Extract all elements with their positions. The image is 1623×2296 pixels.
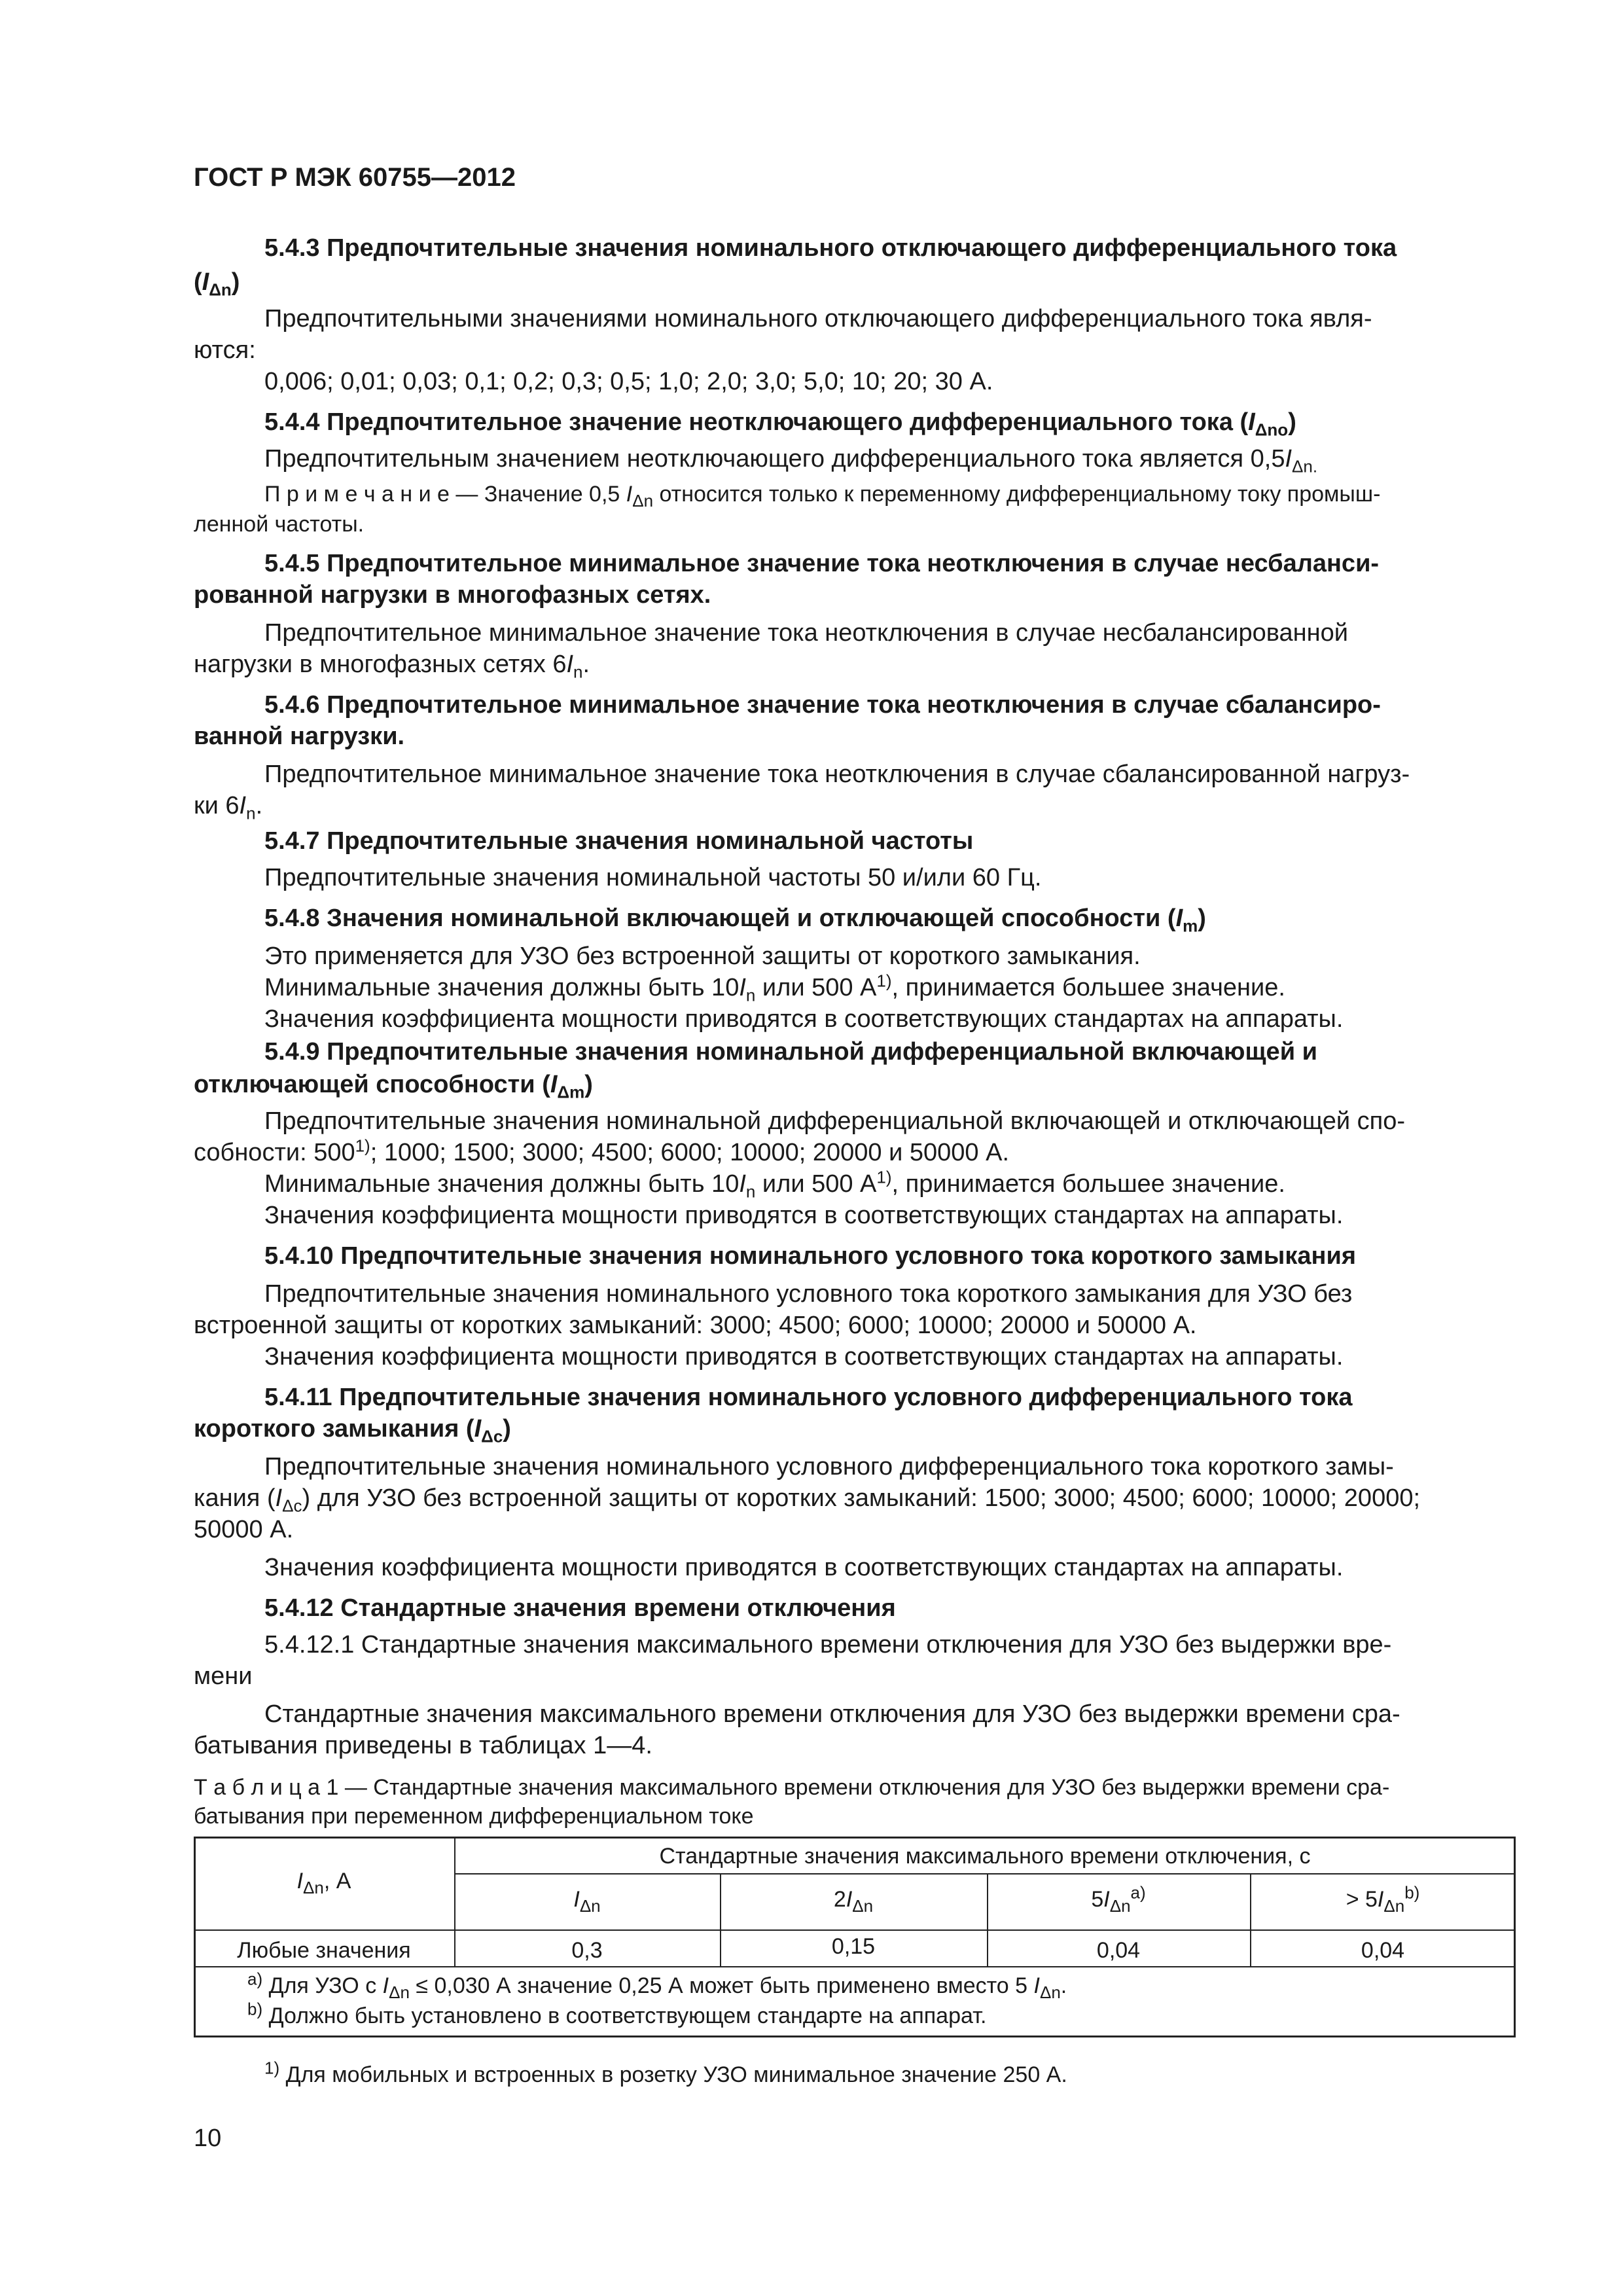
page-number: 10 [194, 2125, 222, 2152]
para-5-4-5-b [194, 649, 590, 682]
heading-5-4-12: 5.4.12 Стандартные значения времени отключения [264, 1594, 896, 1622]
subscript: Δn [1383, 1895, 1405, 1916]
subscript: Δn [852, 1895, 874, 1916]
subscript: Δn [632, 490, 654, 511]
table1-caption: Т а б л и ц а 1 — Стандартные значения максимального времени отключения для УЗО без выдержки времени сра- [194, 1775, 1390, 1800]
text: кания ( [194, 1484, 276, 1512]
symbol: I [846, 1887, 853, 1912]
heading-5-4-7: 5.4.7 Предпочтительные значения номинальной частоты [264, 827, 974, 855]
text: ≤ 0,030 А значение 0,25 А может быть применено вместо 5 [409, 1973, 1034, 1998]
footnote-text: Для мобильных и встроенных в розетку УЗО минимальное значение 250 А. [279, 2062, 1067, 2087]
text: > 5 [1346, 1887, 1378, 1912]
symbol: I [573, 1887, 580, 1912]
heading-5-4-3-cont [194, 267, 240, 300]
table-border-bottom [194, 2036, 1516, 2037]
subscript: Δn [209, 279, 232, 300]
para-5-4-12-b: батывания приведены в таблицах 1—4. [194, 1732, 652, 1759]
table-note-b [247, 1999, 987, 2029]
paren: ) [1198, 905, 1206, 932]
para-5-4-3-b: ются: [194, 336, 256, 364]
heading-5-4-9-cont [194, 1069, 593, 1100]
text: . [582, 651, 590, 678]
para-5-4-3-a: Предпочтительными значениями номинального отключающего дифференциального тока явля- [264, 305, 1372, 332]
heading-5-4-10: 5.4.10 Предпочтительные значения номинального условного тока короткого замыкания [264, 1242, 1357, 1270]
col-header-1 [454, 1886, 720, 1916]
subscript: n [246, 803, 256, 823]
para-5-4-9-1b [194, 1138, 1009, 1168]
heading-text: 5.4.3 Предпочтительные значения номинального отключающего дифференциального тока [264, 234, 1397, 262]
footnote-1 [264, 2058, 1067, 2088]
footnote-ref: 1) [876, 1167, 892, 1187]
para-5-4-6-b [194, 791, 262, 821]
sub-5-4-12-1: 5.4.12.1 Стандартные значения максимального времени отключения для УЗО без выдержки вре- [264, 1631, 1392, 1659]
table1-caption-cont: батывания при переменном дифференциальном токе [194, 1804, 754, 1829]
para-5-4-7: Предпочтительные значения номинальной частоты 50 и/или 60 Гц. [264, 864, 1042, 891]
text: ; 1000; 1500; 3000; 4500; 6000; 10000; 20000 и 50000 А. [370, 1139, 1010, 1166]
text: , принимается большее значение. [891, 974, 1285, 1001]
symbol: I [626, 482, 633, 507]
text: Для УЗО с [262, 1973, 383, 1998]
heading-5-4-11: 5.4.11 Предпочтительные значения номинального условного дифференциального тока [264, 1384, 1353, 1411]
note-mark: b) [247, 1999, 263, 2019]
symbol: I [1175, 905, 1183, 932]
table-border-group [454, 1873, 1516, 1874]
para-5-4-11-a: Предпочтительные значения номинального условного дифференциального тока короткого замы- [264, 1453, 1394, 1480]
text: , принимается большее значение. [891, 1170, 1285, 1198]
symbol: I [566, 651, 574, 678]
subscript: Δno [1255, 420, 1289, 440]
table-border-top [194, 1837, 1516, 1839]
note-5-4-4 [264, 480, 1381, 511]
symbol: I [739, 1170, 746, 1198]
heading-5-4-6: 5.4.6 Предпочтительное минимальное значение тока неотключения в случае сбалансиро- [264, 691, 1381, 719]
table-note-a [247, 1969, 1067, 2002]
symbol: I [1033, 1973, 1040, 1998]
table-cell: 0,3 [571, 1938, 603, 1963]
text: относится только к переменному дифференциальному току промыш- [653, 482, 1381, 507]
subscript: Δc [282, 1496, 302, 1516]
doc-header [194, 162, 516, 192]
text: Минимальные значения должны быть 10 [264, 974, 740, 1001]
para-5-4-8-1: Это применяется для УЗО без встроенной защиты от короткого замыкания. [264, 942, 1141, 970]
text: Предпочтительным значением неотключающего дифференциального тока является 0,5 [264, 445, 1285, 473]
heading-text: короткого замыкания ( [194, 1415, 474, 1443]
heading-5-4-3 [264, 233, 1397, 263]
doc-id: ГОСТ Р МЭК 60755—2012 [194, 163, 516, 192]
col-header-2 [720, 1886, 987, 1916]
row-label: Любые значения [237, 1938, 411, 1963]
para-5-4-11-b [194, 1483, 1421, 1516]
paren: ) [503, 1415, 511, 1443]
symbol: I [1248, 408, 1255, 436]
table-cell: 0,15 [831, 1934, 876, 1959]
footnote-ref: 1) [355, 1136, 370, 1156]
text: . [255, 792, 263, 819]
heading-5-4-9: 5.4.9 Предпочтительные значения номинальной дифференциальной включающей и [264, 1038, 1317, 1066]
heading-text: отключающей способности ( [194, 1071, 550, 1098]
col-header-idn [194, 1868, 454, 1897]
subscript: Δn [1109, 1895, 1131, 1916]
para-5-4-10-a: Предпочтительные значения номинального условного тока короткого замыкания для УЗО без [264, 1280, 1353, 1308]
footnote-mark: 1) [264, 2058, 280, 2078]
heading-text: 5.4.4 Предпочтительное значение неотключающего дифференциального тока ( [264, 408, 1249, 436]
note-label: П р и м е ч а н и е — Значение 0,5 [264, 482, 626, 507]
note-ref: b) [1404, 1882, 1420, 1903]
para-5-4-5-a: Предпочтительное минимальное значение тока неотключения в случае несбалансированной [264, 619, 1348, 647]
subscript: Δn [579, 1895, 601, 1916]
col-header-4 [1250, 1882, 1516, 1916]
note-mark: a) [247, 1969, 263, 1989]
heading-5-4-5-cont: рованной нагрузки в многофазных сетях. [194, 581, 711, 609]
text: Минимальные значения должны быть 10 [264, 1170, 740, 1198]
text: ки 6 [194, 792, 240, 819]
paren: ) [231, 268, 240, 296]
para-5-4-10-b: встроенной защиты от коротких замыканий: 3000; 4500; 6000; 10000; 20000 и 50000 А. [194, 1312, 1197, 1339]
symbol: I [382, 1973, 389, 1998]
symbol: I [275, 1484, 283, 1512]
symbol: I [1377, 1887, 1384, 1912]
symbol: I [739, 974, 746, 1001]
text: Должно быть установлено в соответствующем стандарте на аппарат. [262, 2003, 987, 2028]
para-5-4-9-3: Значения коэффициента мощности приводятся в соответствующих стандартах на аппараты. [264, 1202, 1344, 1229]
subscript: m [1183, 916, 1198, 936]
subscript: n [745, 985, 756, 1005]
text: , А [323, 1869, 351, 1893]
para-5-4-4 [264, 444, 1317, 474]
heading-5-4-6-cont: ванной нагрузки. [194, 723, 405, 750]
text: ) для УЗО без встроенной защиты от коротких замыканий: 1500; 3000; 4500; 6000; 10000; 20000; [302, 1484, 1421, 1512]
footnote-ref: 1) [876, 971, 892, 991]
text: или 500 А [755, 1170, 877, 1198]
note-ref: a) [1130, 1882, 1146, 1903]
para-5-4-9-2 [264, 1167, 1285, 1202]
symbol: I [239, 792, 247, 819]
subscript: Δm [557, 1082, 585, 1102]
subscript: n [573, 662, 583, 682]
heading-5-4-4 [264, 407, 1296, 440]
subscript: Δn [1039, 1982, 1061, 2002]
table-border-header [194, 1929, 1516, 1931]
paren: ) [1288, 408, 1296, 436]
symbol: I [1285, 445, 1293, 473]
para-5-4-8-3: Значения коэффициента мощности приводятся в соответствующих стандартах на аппараты. [264, 1005, 1344, 1033]
symbol: I [1103, 1887, 1110, 1912]
group-header: Стандартные значения максимального времени отключения, с [659, 1844, 1311, 1869]
text: 5 [1091, 1887, 1104, 1912]
note-5-4-4-cont: ленной частоты. [194, 512, 365, 537]
para-5-4-11-c: 50000 А. [194, 1516, 294, 1543]
subscript: Δn [303, 1877, 324, 1897]
text: . [1060, 1973, 1067, 1998]
subscript: Δn [389, 1982, 410, 2002]
table-cell: 0,04 [1361, 1938, 1405, 1963]
subscript: n [745, 1181, 756, 1202]
table-cell: 0,04 [1096, 1938, 1141, 1963]
values-5-4-3: 0,006; 0,01; 0,03; 0,1; 0,2; 0,3; 0,5; 1,0; 2,0; 3,0; 5,0; 10; 20; 30 А. [264, 368, 993, 395]
para-5-4-10-c: Значения коэффициента мощности приводятся в соответствующих стандартах на аппараты. [264, 1343, 1344, 1371]
heading-5-4-11-cont [194, 1414, 511, 1444]
table-border-row [194, 1966, 1516, 1967]
text: собности: 500 [194, 1139, 355, 1166]
symbol: I [202, 268, 209, 296]
col-header-3 [987, 1882, 1250, 1916]
para-5-4-12-a: Стандартные значения максимального времени отключения для УЗО без выдержки времени сра- [264, 1700, 1400, 1728]
sub-5-4-12-1-cont: мени [194, 1662, 253, 1690]
heading-text: 5.4.8 Значения номинальной включающей и отключающей способности ( [264, 905, 1176, 932]
subscript: Δn. [1292, 456, 1318, 476]
para-5-4-6-a: Предпочтительное минимальное значение тока неотключения в случае сбалансированной нагруз- [264, 761, 1410, 788]
text: или 500 А [755, 974, 877, 1001]
subscript: Δc [481, 1426, 503, 1446]
para-5-4-8-2 [264, 973, 1285, 1003]
symbol: I [296, 1869, 304, 1893]
heading-5-4-5: 5.4.5 Предпочтительное минимальное значение тока неотключения в случае несбаланси- [264, 550, 1380, 577]
heading-5-4-8 [264, 903, 1206, 936]
symbol: I [474, 1415, 482, 1443]
para-5-4-11-d: Значения коэффициента мощности приводятся в соответствующих стандартах на аппараты. [264, 1554, 1344, 1581]
symbol: I [550, 1071, 558, 1098]
text: нагрузки в многофазных сетях 6 [194, 651, 567, 678]
text: 2 [833, 1887, 846, 1912]
paren: ( [194, 268, 202, 296]
para-5-4-9-1a: Предпочтительные значения номинальной дифференциальной включающей и отключающей спо- [264, 1107, 1405, 1135]
paren: ) [584, 1071, 593, 1098]
